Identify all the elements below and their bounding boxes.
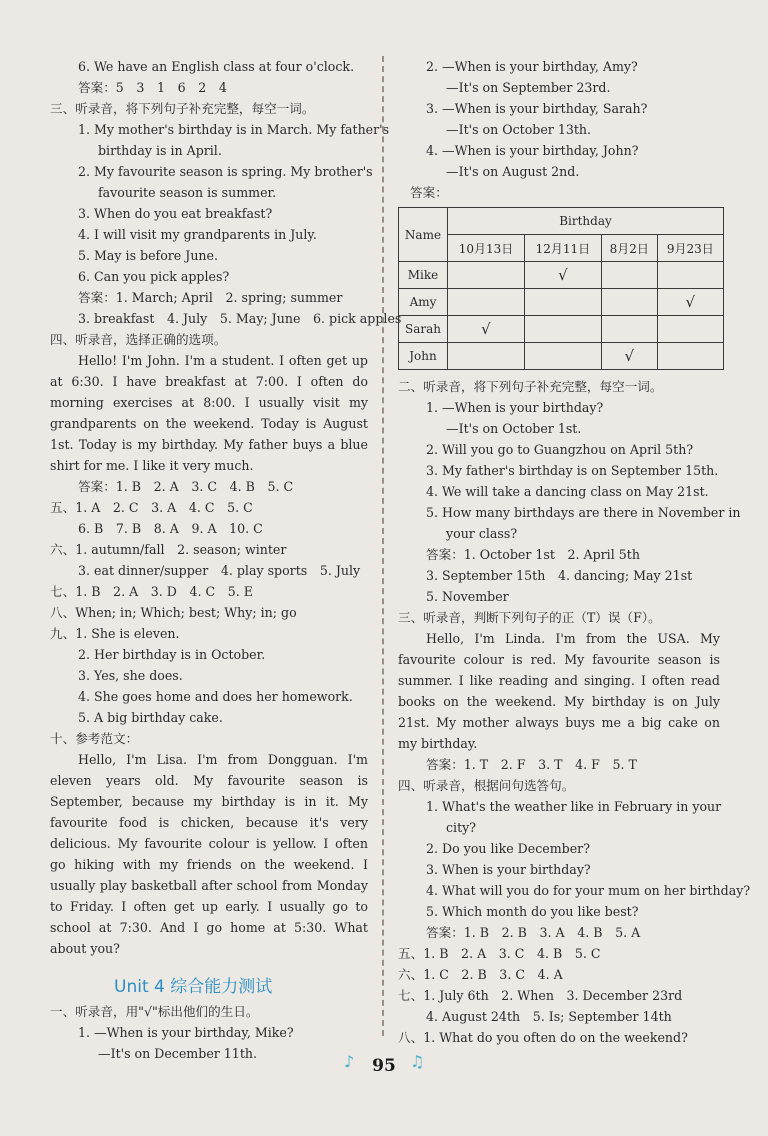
text-line: 2. —When is your birthday, Amy? bbox=[426, 59, 638, 74]
answer-line: 答案：1. B 2. A 3. C 4. B 5. C bbox=[78, 479, 294, 494]
table-cell-check bbox=[524, 316, 601, 343]
table-cell-name: Mike bbox=[399, 262, 448, 289]
text-line: 1. What's the weather like in February in your bbox=[426, 799, 722, 814]
section-heading: 五、1. B 2. A 3. C 4. B 5. C bbox=[398, 946, 601, 961]
table-cell-check bbox=[448, 343, 525, 370]
text-line: 3. —When is your birthday, Sarah? bbox=[426, 101, 648, 116]
answer-line: 答案：1. October 1st 2. April 5th bbox=[426, 547, 640, 562]
table-header-name: Name bbox=[399, 208, 448, 262]
section-heading: 十、参考范文： bbox=[50, 731, 139, 746]
text-line: city? bbox=[446, 820, 477, 835]
text-line: 5. Which month do you like best? bbox=[426, 904, 639, 919]
text-line: your class? bbox=[446, 526, 518, 541]
section-heading: 八、When; in; Which; best; Why; in; go bbox=[50, 605, 297, 620]
text-line: 1. —When is your birthday, Mike? bbox=[78, 1025, 294, 1040]
table-cell-check bbox=[524, 343, 601, 370]
table-cell-check bbox=[601, 289, 657, 316]
answer-line: 4. August 24th 5. Is; September 14th bbox=[426, 1009, 672, 1024]
section-heading: 三、听录音，将下列句子补充完整，每空一词。 bbox=[50, 101, 315, 116]
table-cell-name: Sarah bbox=[399, 316, 448, 343]
answer-line: 2. Her birthday is in October. bbox=[78, 647, 266, 662]
text-line: 2. Will you go to Guangzhou on April 5th? bbox=[426, 442, 694, 457]
table-cell-check: √ bbox=[657, 289, 723, 316]
table-cell-check: √ bbox=[448, 316, 525, 343]
section-heading: 八、1. What do you often do on the weekend? bbox=[398, 1030, 688, 1045]
table-cell-check bbox=[448, 262, 525, 289]
section-heading: 二、听录音，将下列句子补充完整，每空一词。 bbox=[398, 379, 663, 394]
table-cell-check bbox=[448, 289, 525, 316]
answer-line: 4. She goes home and does her homework. bbox=[78, 689, 353, 704]
answer-line: 3. September 15th 4. dancing; May 21st bbox=[426, 568, 693, 583]
table-row bbox=[399, 289, 724, 316]
answer-line: 5. A big birthday cake. bbox=[78, 710, 223, 725]
answer-line: 答案：1. T 2. F 3. T 4. F 5. T bbox=[426, 757, 637, 772]
text-line: favourite season is summer. bbox=[98, 185, 277, 200]
text-line: 4. What will you do for your mum on her birthday? bbox=[426, 883, 751, 898]
text-line: 4. We will take a dancing class on May 21st. bbox=[426, 484, 709, 499]
table-header-date: 10月13日 bbox=[448, 235, 525, 262]
answer-line: 答案：1. March; April 2. spring; summer bbox=[78, 290, 343, 305]
music-note-icon: ♪ bbox=[344, 1052, 355, 1071]
answer-line: 答案：1. B 2. B 3. A 4. B 5. A bbox=[426, 925, 641, 940]
table-cell-check bbox=[601, 262, 657, 289]
table-row bbox=[399, 262, 724, 289]
answer-line: 3. eat dinner/supper 4. play sports 5. July bbox=[78, 563, 361, 578]
right-column bbox=[398, 56, 751, 1048]
text-line: —It's on December 11th. bbox=[98, 1046, 257, 1061]
table-row bbox=[399, 316, 724, 343]
column-divider bbox=[382, 56, 384, 1036]
answer-line: 3. breakfast 4. July 5. May; June 6. pick apples bbox=[78, 311, 402, 326]
text-line: 6. Can you pick apples? bbox=[78, 269, 230, 284]
section-heading: 四、听录音，选择正确的选项。 bbox=[50, 332, 227, 347]
text-line: —It's on September 23rd. bbox=[446, 80, 611, 95]
table-cell-check: √ bbox=[601, 343, 657, 370]
sample-essay: Hello, I'm Lisa. I'm from Dongguan. I'm eleven years old. My favourite season is September, because my birthday is in it. My favourite food is chicken, because it's very delicious. My favourite colour is yellow. I often go hiking with my friends on the weekend. I usually play basketball after school from Monday to Friday. I often get up early. I usually go to school at 7:30. And I go home at 5:30. What about you? bbox=[50, 752, 368, 956]
table-cell-check bbox=[524, 289, 601, 316]
section-heading: 六、1. C 2. B 3. C 4. A bbox=[398, 967, 563, 982]
table-cell-check: √ bbox=[524, 262, 601, 289]
text-line: 3. My father's birthday is on September 15th. bbox=[426, 463, 719, 478]
text-line: 4. —When is your birthday, John? bbox=[426, 143, 639, 158]
page-number: 95 bbox=[372, 1056, 396, 1076]
table-cell-check bbox=[657, 316, 723, 343]
table-cell-name: Amy bbox=[399, 289, 448, 316]
text-line: 1. My mother's birthday is in March. My father's bbox=[78, 122, 390, 137]
section-heading: 七、1. B 2. A 3. D 4. C 5. E bbox=[50, 584, 253, 599]
section-heading: 五、1. A 2. C 3. A 4. C 5. C bbox=[50, 500, 253, 515]
text-line: —It's on October 13th. bbox=[446, 122, 592, 137]
section-heading: 九、1. She is eleven. bbox=[50, 626, 180, 641]
text-line: birthday is in April. bbox=[98, 143, 222, 158]
answer-line: 5. November bbox=[426, 589, 509, 604]
text-line: 1. —When is your birthday? bbox=[426, 400, 604, 415]
text-line: —It's on August 2nd. bbox=[446, 164, 580, 179]
text-line: 6. We have an English class at four o'clock. bbox=[78, 59, 355, 74]
text-line: 2. My favourite season is spring. My brother's bbox=[78, 164, 373, 179]
text-line: —It's on October 1st. bbox=[446, 421, 582, 436]
answer-line: 6. B 7. B 8. A 9. A 10. C bbox=[78, 521, 263, 536]
left-column bbox=[50, 56, 402, 1064]
section-heading: 六、1. autumn/fall 2. season; winter bbox=[50, 542, 287, 557]
music-note-icon: ♫ bbox=[410, 1052, 425, 1071]
table-cell-check bbox=[657, 262, 723, 289]
table-cell-check bbox=[601, 316, 657, 343]
table-row bbox=[399, 343, 724, 370]
table-header-date: 9月23日 bbox=[657, 235, 723, 262]
text-line: 3. When do you eat breakfast? bbox=[78, 206, 273, 221]
text-line: 5. May is before June. bbox=[78, 248, 218, 263]
listening-passage: Hello! I'm John. I'm a student. I often get up at 6:30. I have breakfast at 7:00. I often do morning exercises at 8:00. I usually visit my grandparents on the weekend. Today is August 1st. Today is my birthday. My father buys a blue shirt for me. I like it very much. bbox=[50, 353, 368, 473]
table-header-date: 12月11日 bbox=[524, 235, 601, 262]
text-line: 3. When is your birthday? bbox=[426, 862, 591, 877]
table-header-date: 8月2日 bbox=[601, 235, 657, 262]
text-line: 4. I will visit my grandparents in July. bbox=[78, 227, 317, 242]
table-cell-name: John bbox=[399, 343, 448, 370]
answer-label: 答案： bbox=[410, 185, 448, 200]
text-line: 答案：5 3 1 6 2 4 bbox=[78, 80, 227, 95]
unit-title: Unit 4 综合能力测试 bbox=[114, 977, 273, 997]
section-heading: 七、1. July 6th 2. When 3. December 23rd bbox=[398, 988, 683, 1003]
section-heading: 四、听录音，根据问句选答句。 bbox=[398, 778, 575, 793]
table-cell-check bbox=[657, 343, 723, 370]
birthday-table bbox=[398, 207, 724, 370]
listening-passage: Hello, I'm Linda. I'm from the USA. My favourite colour is red. My favourite season is summer. I like reading and singing. I often read books on the weekend. My birthday is on July 21st. My mother always buys me a big cake on my birthday. bbox=[398, 631, 720, 751]
section-heading: 一、听录音，用"√"标出他们的生日。 bbox=[50, 1004, 259, 1019]
text-line: 5. How many birthdays are there in November in bbox=[426, 505, 741, 520]
answer-line: 3. Yes, she does. bbox=[78, 668, 183, 683]
table-header-birthday: Birthday bbox=[448, 208, 724, 235]
text-line: 2. Do you like December? bbox=[426, 841, 590, 856]
section-heading: 三、听录音，判断下列句子的正（T）误（F）。 bbox=[398, 610, 661, 625]
